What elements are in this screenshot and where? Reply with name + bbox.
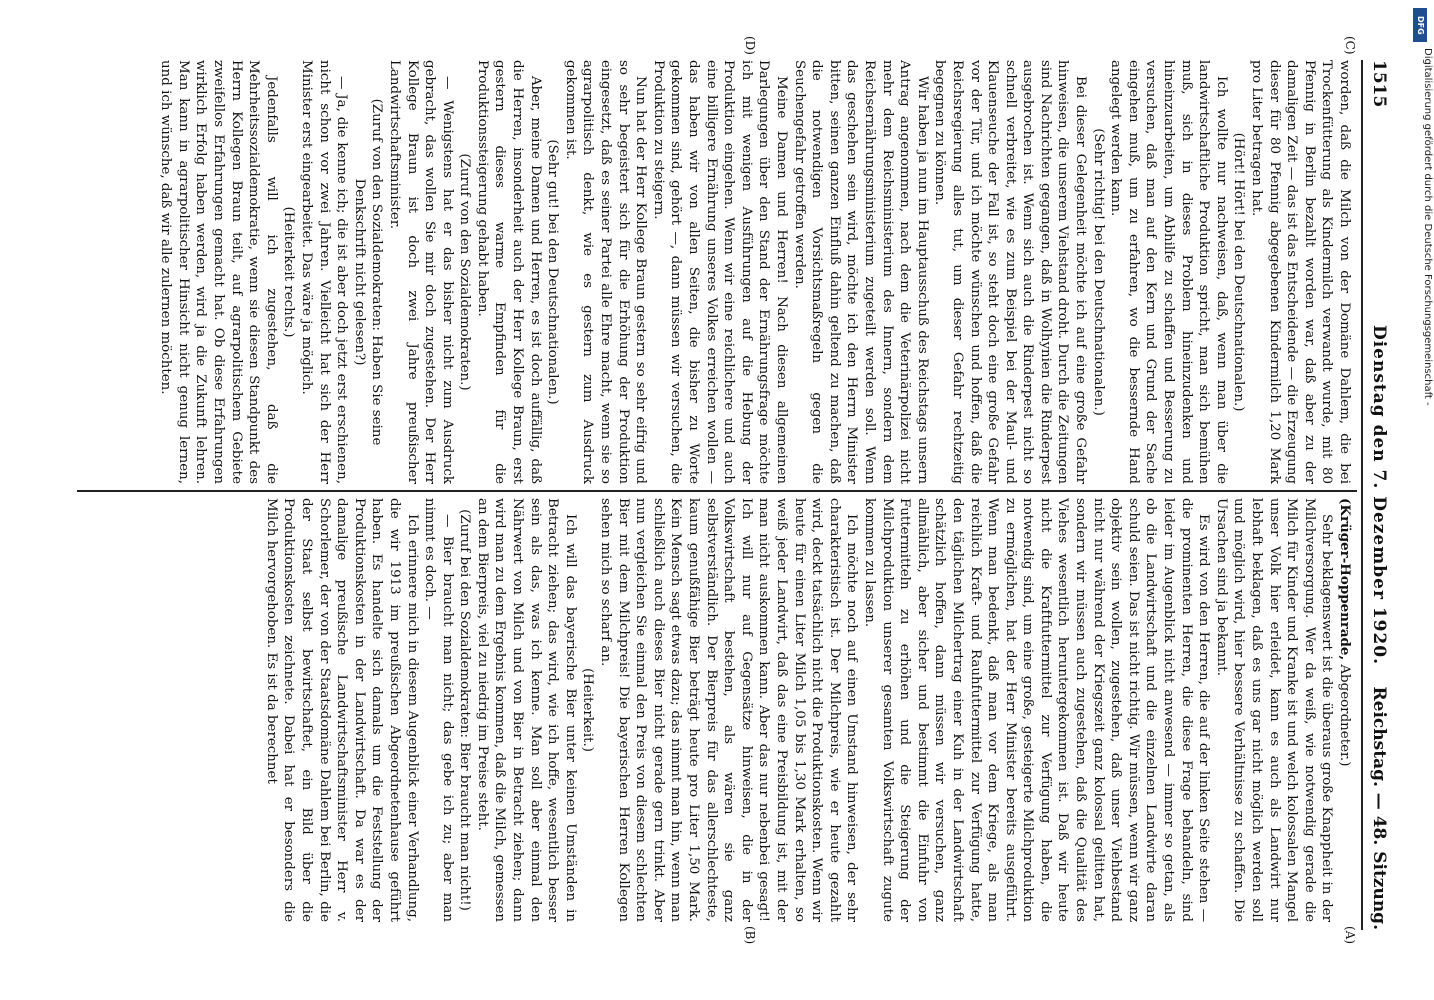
paragraph: Wir haben ja nun im Hauptausschuß des Reichstags unsern Antrag angenommen, nach dem die Veterinärpolizei nicht mehr dem Reichsministerium des Innern, sondern dem Reichsernährungsministerium zugeteilt werden soll. Wenn das geschehen sein wird, möchte ich den Herrn Minister bitten, seinen ganzen Einfluß dahin geltend zu machen, daß die notwendigen Vorsichtsmaßregeln gegen die Seuchengefahr getroffen werden. — [791, 60, 930, 484]
interjection: (Hört! Hört! bei den Deutschnationalen.) — [1231, 132, 1247, 412]
interjection: (Heiterkeit.) — [580, 668, 596, 752]
left-column — [83, 498, 1353, 922]
interjection: (Heiterkeit rechts.) — [281, 206, 297, 338]
page-number: 1515 — [1369, 60, 1389, 108]
paragraph: Bei dieser Gelegenheit möchte ich auf eine große Gefahr hinweisen, die unserem Viehstand droht. Durch die Zeitungen sind Nachrichten gegangen, daß in Wolhynien die Rinderpest ausgebrochen ist. Wenn sich auch die Rinderpest nicht so schnell verbreitet, wie es zum Beispiel bei der Maul- und Klauenseuche der Fall ist, so steht doch eine große Gefahr vor der Tür, und ich möchte wünschen und hoffen, daß die Reichsregierung alles tut, um dieser Gefahr rechtzeitig begegnen zu können. — [932, 60, 1089, 484]
page-header — [1361, 60, 1397, 930]
interjection: (Zuruf von den Sozialdemokraten: Haben Sie seine Denkschrift nicht gelesen?) — [351, 98, 385, 446]
paragraph: worden, daß die Milch von der Domäne Dahlem, die bei Trockenfütterung als Kindermilch verwandt wurde, mit 80 Pfennig in Berlin bezahlt worden war, daß aber zu der damaligen Zeit — das ist das Entscheidende — die Erzeugung dieser für 80 Pfennig abgegebenen Kindermilch 1,20 Mark pro Liter betragen hat. — [1249, 60, 1352, 484]
paragraph: Ich möchte noch auf einen Umstand hinweisen, der sehr charakteristisch ist. Der Milchpreis, wie er heute gezahlt wird, deckt tatsächlich nicht die Produktionskosten. Wenn wir heute für einen Liter Milch 1,05 bis 1,30 Mark erhalten, so weiß jeder Landwirt, daß das eine Preisbildung ist, mit der man nicht auskommen kann. Aber das nur nebenbei gesagt! Ich will nur auf Gegensätze hinweisen, die in der Volkswirtschaft bestehen, als wären sie ganz selbstverständlich. Der Bierpreis für das allerschlechteste, kaum genußfähige Bier beträgt heute pro Liter 1,50 Mark. Kein Mensch sagt etwas dazu; das nimmt man hin, wenn man schließlich auch dieses Bier nicht gerade gern trinkt. Aber nun vergleichen Sie einmal den Preis von diesem schlechten Bier mit dem Milchpreis! Die bayerischen Herren Kollegen sehen mich so scharf an. — [598, 498, 860, 922]
margin-mark-b: (B) — [743, 926, 757, 945]
paragraph: — Wenigstens hat er das bisher nicht zum Ausdruck gebracht, das wollen Sie mir doch zugestehen. Der Herr Kollege Braun ist doch zwei Jahre preußischer Landwirtschaftsminister. — [386, 60, 455, 484]
margin-mark-c: (C) — [1343, 36, 1357, 55]
interjection: (Sehr gut! bei den Deutschnationalen.) — [545, 139, 561, 405]
paragraph: Es wird von den Herren, die auf der linken Seite stehen — die prominenten Herren, die diese Frage behandeln, sind leider im Augenblick nicht anwesend — immer so getan, als ob die Landwirtschaft und die einzelnen Landwirte daran schuld seien. Das ist nicht richtig. Wir müssen, wenn wir ganz objektiv sein wollen, zugestehen, daß unser Viehbestand nicht nur während der Kriegszeit ganz kolossal gelitten hat, sondern wir müssen auch zugestehen, daß die Qualität des Viehes wesentlich heruntergekommen ist. Daß wir heute nicht die Kraftfuttermittel zur Verfügung haben, die notwendig sind, um eine große, gesteigerte Milchproduktion zu ermöglichen, hat der Herr Minister bereits ausgeführt. Wenn man bedenkt, daß man vor dem Kriege, als man reichlich Kraft- und Rauhfuttermittel zur Verfügung hatte, den täglichen Milchertrag einer Kuh in der Landwirtschaft schätzlich hoffen, dann müssen wir versuchen, ganz allmählich, aber sicher und bestimmt die Einfuhr von Futtermitteln zu erhöhen und die Steigerung der Milchproduktion unserer gesamten Volkswirtschaft zugute kommen zu lassen. — [861, 498, 1212, 922]
paragraph: Nun hat der Herr Kollege Braun gestern so sehr eifrig und so sehr begeistert sich für die Erhöhung der Produktion eingesetzt, daß es seiner Partei alle Ehre macht, wenn sie so agrarpolitisch denkt, wie es gestern zum Ausdruck gekommen ist. — [562, 60, 649, 484]
digitization-notice: Digitalisierung gefördert durch die Deutsche Forschungsgemeinschaft - — [1422, 48, 1433, 406]
paragraph: Ich will das bayerische Bier unter keinen Umständen in Betracht ziehen; das wird, wie ich hoffe, wesentlich besser sein als das, was ich kenne. Man soll aber einmal den Nährwert von Milch und von Bier in Betracht ziehen; dann wird man zu dem Ergebnis kommen, daß die Milch, gemessen an dem Bierpreis, viel zu niedrig im Preise steht. — [474, 498, 578, 922]
rotated-document — [67, 20, 1397, 970]
paragraph: Ich erinnere mich in diesem Augenblick einer Verhandlung, die wir 1913 im preußischen Abgeordnetenhause geführt haben. Es handelte sich damals um die Feststellung der Produktionskosten in der Landwirtschaft. Da war es der damalige preußische Landwirtschaftsminister Herr v. Schorlemer, der von der Staatsdomäne Dahlem bei Berlin, die der Staat selbst bewirtschaftet, ein Bild über die Produktionskosten zeichnete. Dabei hat er besonders die Milch hervorgehoben. Es ist da berechnet — [263, 498, 420, 922]
paragraph: Sehr beklagenswert ist die überaus große Knappheit in der Milchversorgung. Wer da weiß, wie notwendig gerade die Milch für Kinder und Kranke ist und welch kolossalen Mangel unser Volk hier erleidet, kann es auch als Landwirt nur lebhaft beklagen, daß es uns gar nicht möglich werden soll und möglich wird, hier bessere Verhältnisse zu schaffen. Die Ursachen sind ja bekannt. — [1213, 498, 1335, 922]
margin-mark-d: (D) — [743, 36, 757, 55]
interjection: (Zuruf von den Sozialdemokraten.) — [457, 153, 473, 391]
margin-mark-a: (A) — [1343, 926, 1357, 945]
speaker-line — [1335, 498, 1353, 922]
paragraph: Ich wollte nur nachweisen, daß, wenn man über die landwirtschaftliche Produktion spricht, man sich bemühen muß, sich in dieses Problem hineinzudenken und hineinzuarbeiten, um Abhilfe zu schaffen und Besserung zu versuchen, daß man auf den Kern und Grund der Sache eingehen muß, um zu erfahren, wo die bessernde Hand angelegt werden kann. — [1108, 60, 1229, 484]
dfg-logo: DFG — [1413, 8, 1427, 42]
column-divider — [77, 490, 1357, 492]
paragraph: — Bier braucht man nicht; das gebe ich zu; aber man nimmt es doch. — — [422, 498, 455, 922]
header-section: Reichstag. — 48. Sitzung. — [1369, 686, 1389, 930]
speaker-name: (Krüger-Hoppenrade, — [1337, 498, 1353, 661]
speaker-role: Abgeordneter.) — [1337, 664, 1352, 767]
paragraph: Meine Damen und Herren! Nach diesen allgemeinen Darlegungen über den Stand der Ernährungsfrage möchte ich mit wenigen Ausführungen auf die Hebung der Produktion eingehen. Wenn wir eine reichlichere und auch eine billigere Ernährung unseres Volkes erreichen wollen — das haben wir von allen Seiten, die bisher zu Worte gekommen sind, gehört —, dann müssen wir versuchen, die Produktion zu steigern. — [650, 60, 789, 484]
right-column — [83, 60, 1353, 484]
interjection: (Sehr richtig! bei den Deutschnationalen.) — [1090, 128, 1106, 416]
interjection: (Zuruf bei den Sozialdemokraten: Bier braucht man nicht!) — [457, 509, 473, 911]
digitization-stamp — [1405, 8, 1433, 998]
paragraph: Aber, meine Damen und Herren, es ist doch auffällig, daß die Herren, insonderheit auch der Herr Kollege Braun, erst gestern dieses warme Empfinden für die Produktionssteigerung gehabt haben. — [474, 60, 543, 484]
header-date: Dienstag den 7. Dezember 1920. — [1369, 324, 1389, 666]
paragraph: Jedenfalls will ich zugestehen, daß die Mehrheitssozialdemokratie, wenn sie diesen Standpunkt des Herrn Kollegen Braun teilt, auf agrarpolitischem Gebiete zweifellos Erfahrungen gemacht hat. Ob diese Erfahrungen wirklich Erfolg haben werden, wird ja die Zukunft lehren. Man kann in agrarpolitischer Hinsicht nicht genug lernen, und ich wünsche, daß wir alle zulernen möchten. — [158, 60, 279, 484]
paragraph: — Ja, die kenne ich; die ist aber doch jetzt erst erschienen, nicht schon vor zwei Jahren. Vielleicht hat sich der Herr Minister erst eingearbeitet. Das wäre ja möglich. — [298, 60, 350, 484]
